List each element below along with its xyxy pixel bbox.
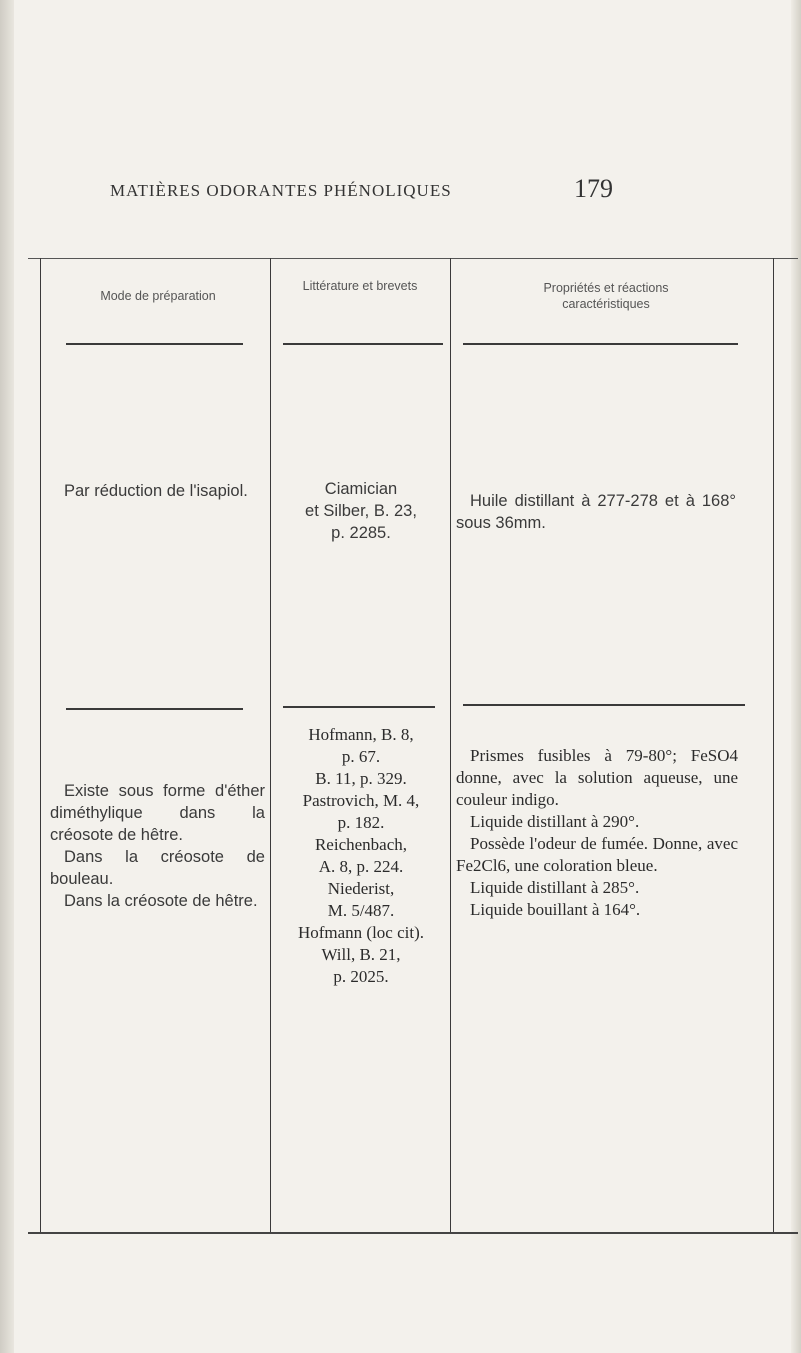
- row2-ref-line: Niederist,: [327, 879, 395, 898]
- row1-proprietes-text: Huile distillant à 277-278 et à 168° sous 36mm.: [456, 492, 736, 532]
- row1-mode: [50, 480, 265, 502]
- table-right-border: [773, 258, 774, 1232]
- row2-proprietes: [456, 745, 738, 921]
- row-rule-col3: [463, 704, 745, 706]
- row2-litterature: [272, 724, 450, 988]
- page-edge-left: [0, 0, 14, 1353]
- row2-mode: [50, 780, 265, 912]
- row1-litterature: [272, 478, 450, 544]
- table-bottom-rule: [28, 1232, 798, 1234]
- row2-ref-line: p. 182.: [337, 813, 385, 832]
- data-table: [38, 258, 790, 1258]
- row2-mode-paragraph: Dans la créosote de bouleau.: [50, 848, 265, 888]
- row2-proprietes-paragraph: Liquide distillant à 285°.: [470, 878, 640, 897]
- header-rule-col1: [66, 343, 243, 345]
- row2-ref-line: p. 67.: [341, 747, 381, 766]
- table-left-border: [40, 258, 41, 1232]
- row2-mode-paragraph: Dans la créosote de hêtre.: [64, 892, 258, 910]
- row2-proprietes-paragraph: Liquide bouillant à 164°.: [470, 900, 641, 919]
- row1-mode-text: Par réduction de l'isapiol.: [64, 482, 248, 500]
- column-divider-1: [270, 258, 271, 1232]
- row1-proprietes: [456, 490, 736, 534]
- row2-proprietes-paragraph: Prismes fusibles à 79-80°; FeSO4 donne, avec la solution aqueuse, une couleur indigo.: [456, 746, 738, 809]
- row2-ref-line: A. 8, p. 224.: [318, 857, 404, 876]
- row2-ref-line: Reichenbach,: [314, 835, 408, 854]
- row2-ref-line: M. 5/487.: [327, 901, 395, 920]
- row2-ref-line: Hofmann (loc cit).: [297, 923, 425, 942]
- page-number: 179: [574, 174, 613, 203]
- row1-ref-line: et Silber, B. 23,: [305, 502, 417, 520]
- running-head-title: MATIÈRES ODORANTES PHÉNOLIQUES: [110, 181, 452, 200]
- row2-ref-line: B. 11, p. 329.: [315, 769, 407, 788]
- header-rule-col3: [463, 343, 738, 345]
- row2-ref-line: p. 2025.: [333, 967, 389, 986]
- column-divider-2: [450, 258, 451, 1232]
- row2-ref-line: Will, B. 21,: [321, 945, 401, 964]
- table-top-rule: [28, 258, 798, 259]
- row2-proprietes-paragraph: Liquide distillant à 290°.: [470, 812, 640, 831]
- row2-ref-line: Pastrovich, M. 4,: [302, 791, 420, 810]
- header-mode-preparation: Mode de préparation: [100, 289, 216, 303]
- row-rule-col1: [66, 708, 243, 710]
- row1-ref-line: p. 2285.: [331, 524, 391, 542]
- page-edge-right: [791, 0, 801, 1353]
- header-rule-col2: [283, 343, 443, 345]
- row-rule-col2: [283, 706, 435, 708]
- header-proprietes: Propriétés et réactions caractéristiques: [543, 281, 669, 311]
- header-litterature: Littérature et brevets: [302, 279, 418, 293]
- row1-ref-line: Ciamician: [324, 480, 398, 498]
- row2-ref-line: Hofmann, B. 8,: [308, 725, 414, 744]
- row2-proprietes-paragraph: Possède l'odeur de fumée. Donne, avec Fe2Cl6, une coloration bleue.: [456, 834, 738, 875]
- row2-mode-paragraph: Existe sous forme d'éther diméthylique dans la créosote de hêtre.: [50, 782, 265, 844]
